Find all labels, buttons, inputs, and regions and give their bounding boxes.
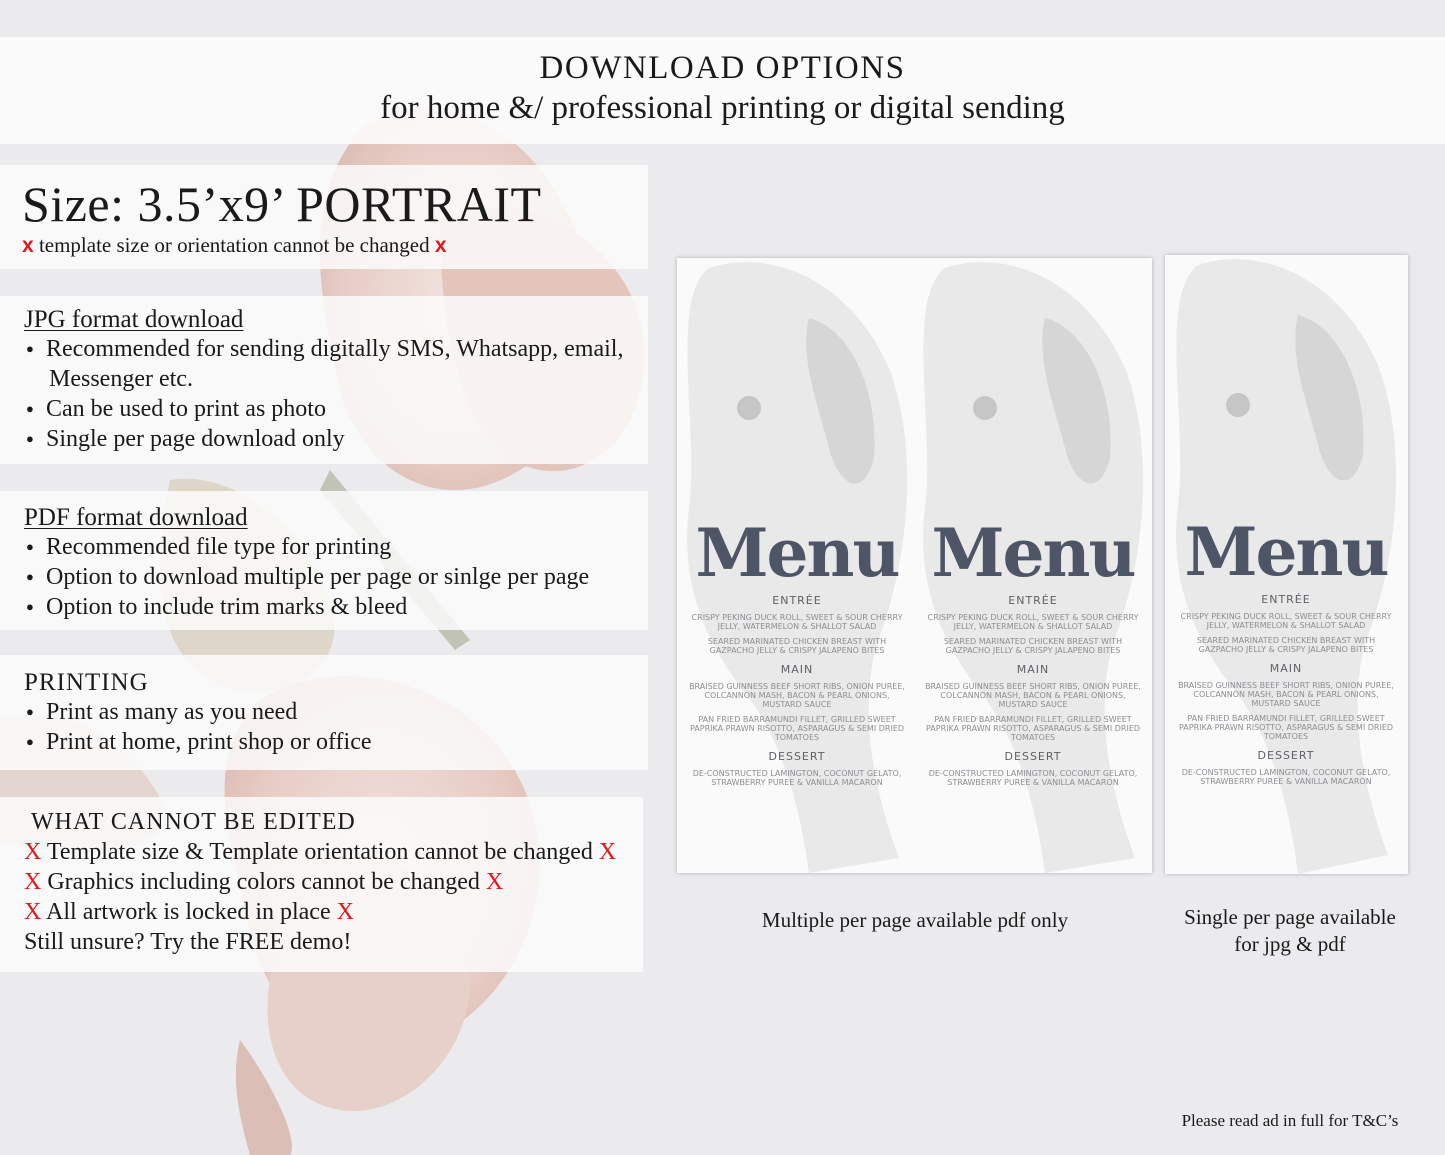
menu-item: PAN FRIED BARRAMUNDI FILLET, GRILLED SWEET PAPRIKA PRAWN RISOTTO, ASPARAGUS & SEMI DRIED TOMATOES bbox=[689, 715, 905, 742]
red-x-icon: X bbox=[24, 899, 42, 925]
menu-item: SEARED MARINATED CHICKEN BREAST WITH GAZPACHO JELLY & CRISPY JALAPENO BITES bbox=[943, 637, 1123, 655]
list-item: ● Can be used to print as photo bbox=[24, 394, 648, 424]
menu-section-main: MAIN bbox=[1016, 663, 1050, 676]
menu-item: BRAISED GUINNESS BEEF SHORT RIBS, ONION PUREE, COLCANNON MASH, BACON & PEARL ONIONS, MUSTARD SAUCE bbox=[1178, 681, 1394, 708]
size-note bbox=[22, 231, 648, 260]
menu-item: PAN FRIED BARRAMUNDI FILLET, GRILLED SWEET PAPRIKA PRAWN RISOTTO, ASPARAGUS & SEMI DRIED TOMATOES bbox=[1178, 714, 1394, 741]
menu-item: SEARED MARINATED CHICKEN BREAST WITH GAZPACHO JELLY & CRISPY JALAPENO BITES bbox=[1196, 636, 1376, 654]
red-x-icon: X bbox=[598, 839, 617, 865]
menu-item: DE-CONSTRUCTED LAMINGTON, COCONUT GELATO, STRAWBERRY PUREE & VANILLA MACARON bbox=[692, 769, 902, 787]
menu-section-dessert: DESSERT bbox=[1004, 750, 1062, 763]
menu-section-dessert: DESSERT bbox=[768, 750, 826, 763]
red-x-icon: X bbox=[485, 869, 504, 895]
terms-note: Please read ad in full for T&C’s bbox=[1181, 1111, 1399, 1130]
menu-card bbox=[679, 258, 915, 873]
pdf-section bbox=[0, 491, 648, 630]
list-item: ● Option to download multiple per page or sinlge per page bbox=[24, 562, 648, 592]
menu-section-main: MAIN bbox=[1269, 662, 1303, 675]
menu-title: Menu bbox=[931, 514, 1135, 592]
size-section bbox=[0, 165, 648, 269]
list-item: X Graphics including colors cannot be changed X bbox=[24, 869, 504, 895]
red-x-icon: X bbox=[336, 899, 354, 925]
list-item: ● Recommended for sending digitally SMS, Whatsapp, email, Messenger etc. bbox=[24, 334, 648, 394]
header-banner bbox=[0, 37, 1445, 144]
list-item: X Template size & Template orientation cannot be changed X bbox=[24, 839, 617, 865]
list-item: X All artwork is locked in place X bbox=[24, 899, 354, 925]
menu-item: CRISPY PEKING DUCK ROLL, SWEET & SOUR CHERRY JELLY, WATERMELON & SHALLOT SALAD bbox=[1180, 612, 1392, 630]
menu-preview-multiple bbox=[677, 258, 1152, 873]
menu-preview-single bbox=[1165, 255, 1408, 874]
menu-card bbox=[1168, 255, 1404, 874]
pdf-heading: PDF format download bbox=[24, 504, 248, 531]
jpg-bullet-list bbox=[24, 334, 648, 454]
menu-item: SEARED MARINATED CHICKEN BREAST WITH GAZPACHO JELLY & CRISPY JALAPENO BITES bbox=[707, 637, 887, 655]
page-title: DOWNLOAD OPTIONS bbox=[539, 50, 906, 86]
list-item: ● Print at home, print shop or office bbox=[24, 727, 648, 757]
cannot-edit-section bbox=[0, 797, 643, 972]
red-x-icon: x bbox=[22, 234, 34, 257]
demo-prompt: Still unsure? Try the FREE demo! bbox=[24, 929, 352, 955]
menu-item: DE-CONSTRUCTED LAMINGTON, COCONUT GELATO, STRAWBERRY PUREE & VANILLA MACARON bbox=[928, 769, 1138, 787]
page-subtitle: for home &/ professional printing or digital sending bbox=[380, 90, 1065, 126]
menu-section-main: MAIN bbox=[780, 663, 814, 676]
jpg-section bbox=[0, 296, 648, 464]
menu-item: CRISPY PEKING DUCK ROLL, SWEET & SOUR CHERRY JELLY, WATERMELON & SHALLOT SALAD bbox=[691, 613, 903, 631]
red-x-icon: X bbox=[24, 869, 42, 895]
list-item: ● Recommended file type for printing bbox=[24, 532, 648, 562]
menu-card bbox=[915, 258, 1151, 873]
printing-section bbox=[0, 655, 648, 770]
menu-section-entree: ENTRÉE bbox=[1261, 593, 1311, 606]
printing-bullet-list bbox=[24, 697, 648, 757]
red-x-icon: x bbox=[434, 234, 447, 257]
list-item: ● Single per page download only bbox=[24, 424, 648, 454]
size-title: Size: 3.5’x9’ PORTRAIT bbox=[22, 176, 542, 232]
list-item: ● Option to include trim marks & bleed bbox=[24, 592, 648, 622]
cannot-edit-heading: WHAT CANNOT BE EDITED bbox=[31, 809, 356, 835]
menu-item: BRAISED GUINNESS BEEF SHORT RIBS, ONION PUREE, COLCANNON MASH, BACON & PEARL ONIONS, MUSTARD SAUCE bbox=[689, 682, 905, 709]
caption-single-per-page: Single per page available for jpg & pdf bbox=[1184, 905, 1396, 956]
red-x-icon: X bbox=[24, 839, 42, 865]
menu-item: BRAISED GUINNESS BEEF SHORT RIBS, ONION PUREE, COLCANNON MASH, BACON & PEARL ONIONS, MUSTARD SAUCE bbox=[925, 682, 1141, 709]
menu-item: PAN FRIED BARRAMUNDI FILLET, GRILLED SWEET PAPRIKA PRAWN RISOTTO, ASPARAGUS & SEMI DRIED TOMATOES bbox=[925, 715, 1141, 742]
menu-title: Menu bbox=[695, 514, 899, 592]
caption-multiple-per-page: Multiple per page available pdf only bbox=[761, 908, 1069, 932]
menu-section-entree: ENTRÉE bbox=[772, 594, 822, 607]
pdf-bullet-list bbox=[24, 532, 648, 622]
menu-section-entree: ENTRÉE bbox=[1008, 594, 1058, 607]
size-note-text: template size or orientation cannot be changed bbox=[38, 233, 430, 257]
list-item: ● Print as many as you need bbox=[24, 697, 648, 727]
menu-section-dessert: DESSERT bbox=[1257, 749, 1315, 762]
menu-item: DE-CONSTRUCTED LAMINGTON, COCONUT GELATO, STRAWBERRY PUREE & VANILLA MACARON bbox=[1181, 768, 1391, 786]
menu-title: Menu bbox=[1184, 513, 1388, 591]
menu-item: CRISPY PEKING DUCK ROLL, SWEET & SOUR CHERRY JELLY, WATERMELON & SHALLOT SALAD bbox=[927, 613, 1139, 631]
printing-heading: PRINTING bbox=[24, 669, 149, 696]
jpg-heading: JPG format download bbox=[24, 306, 244, 333]
